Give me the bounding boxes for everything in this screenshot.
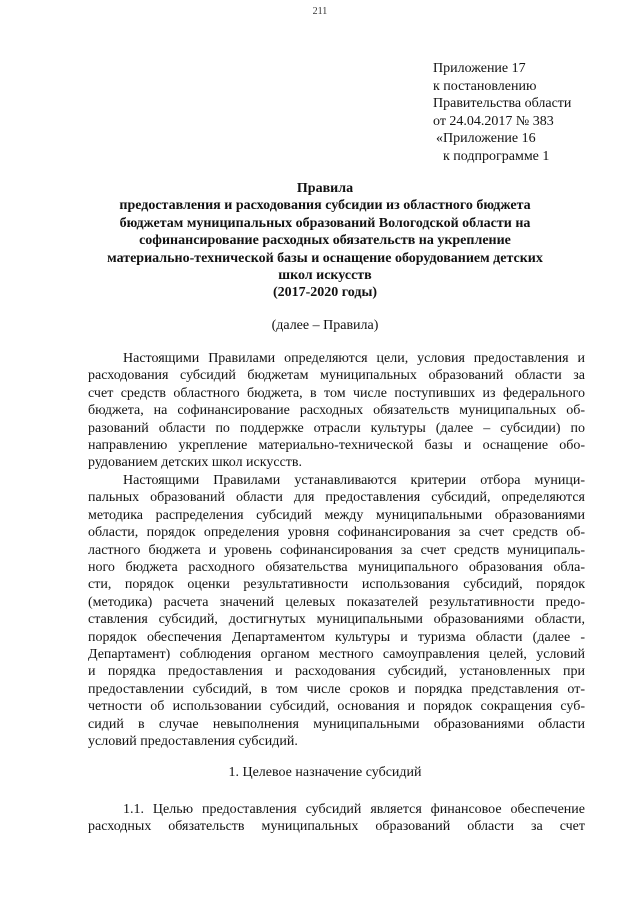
appendix-line: к постановлению xyxy=(433,78,537,94)
paragraph-line: счет средств областного бюджета, в том числе поступивших из федерального xyxy=(88,385,585,401)
paragraph-line: Настоящими Правилами определяются цели, условия предоставления и xyxy=(123,351,585,366)
appendix-line: к подпрограмме 1 xyxy=(443,148,550,164)
paragraph-line: ставления субсидий, достигнутых муниципальными образованиями области, xyxy=(88,612,585,628)
title-line: софинансирование расходных обязательств на укрепление xyxy=(139,233,511,249)
paragraph-line: ного бюджета расходного обязательства муниципального образования обла- xyxy=(88,560,585,576)
paragraph-line: 1.1. Целью предоставления субсидий является финансовое обеспечение xyxy=(123,802,585,817)
title-line: бюджетам муниципальных образований Вологодской области на xyxy=(119,215,531,231)
paragraph-1 xyxy=(88,350,585,472)
paragraph-line: рудованием детских школ искусств. xyxy=(88,455,303,471)
paragraph-line: Департамент) соблюдения органом местного самоуправления целей, условий xyxy=(88,647,585,663)
paragraph-line: направлению укрепление материально-технической базы и оснащение обо- xyxy=(88,438,585,454)
appendix-line: Приложение 17 xyxy=(433,61,526,76)
paragraph-line: предоставлении субсидий, в том числе сроков и порядка представления от- xyxy=(88,681,585,697)
paragraph-line: и порядка предоставления и расходования субсидий, установленных при xyxy=(88,664,585,680)
paragraph-line: (методика) расчета значений целевых показателей результативности предо- xyxy=(88,594,585,610)
paragraph-line: Настоящими Правилами устанавливаются критерии отбора муници- xyxy=(123,473,585,488)
appendix-note xyxy=(433,60,571,165)
paragraph-line: разований области по поддержке отрасли культуры (далее – субсидии) по xyxy=(88,420,585,436)
paragraph-line: пальных образований области для предоставления субсидий, определяются xyxy=(88,490,585,506)
paragraph-line: расходования субсидий бюджетам муниципальных образований области за xyxy=(88,368,585,384)
page-number: 211 xyxy=(312,6,328,17)
paragraph-line: сти, порядок оценки результативности использования субсидий, порядок xyxy=(88,577,585,593)
paragraph-2 xyxy=(88,472,585,751)
paragraph-line: условий предоставления субсидий. xyxy=(88,734,298,750)
title-abbreviation: (далее – Правила) xyxy=(271,318,379,333)
section-heading: 1. Целевое назначение субсидий xyxy=(228,765,422,780)
paragraph-line: ластного бюджета и уровень софинансирования за счет средств муниципаль- xyxy=(88,542,585,558)
appendix-line: Правительства области xyxy=(433,96,572,111)
appendix-line: от 24.04.2017 № 383 xyxy=(433,113,554,129)
appendix-line: «Приложение 16 xyxy=(436,131,536,146)
paragraph-line: порядок обеспечения Департаментом культуры и туризма области (далее - xyxy=(88,629,585,645)
title-line: Правила xyxy=(296,181,354,196)
title-line: (2017-2020 годы) xyxy=(272,285,378,301)
title-line: материально-технической базы и оснащение оборудованием детских xyxy=(107,250,543,266)
paragraph-line: четности об использовании субсидий, основания и порядок сокращения суб- xyxy=(88,699,585,715)
paragraph-line: бюджета, на софинансирование расходных обязательств муниципальных об- xyxy=(88,403,585,419)
paragraph-line: расходных обязательств муниципальных образований области за счет xyxy=(88,819,585,835)
paragraph-line: сидий в случае невыполнения муниципальными образованиями области xyxy=(88,716,585,732)
paragraph-line: области, порядок определения уровня софинансирования за счет средств об- xyxy=(88,525,585,541)
title-line: школ искусств xyxy=(278,268,372,284)
title-line: предоставления и расходования субсидии из областного бюджета xyxy=(119,198,531,214)
paragraph-3 xyxy=(88,801,585,836)
paragraph-line: методика распределения субсидий между муниципальными образованиями xyxy=(88,507,585,523)
document-title xyxy=(60,180,590,302)
